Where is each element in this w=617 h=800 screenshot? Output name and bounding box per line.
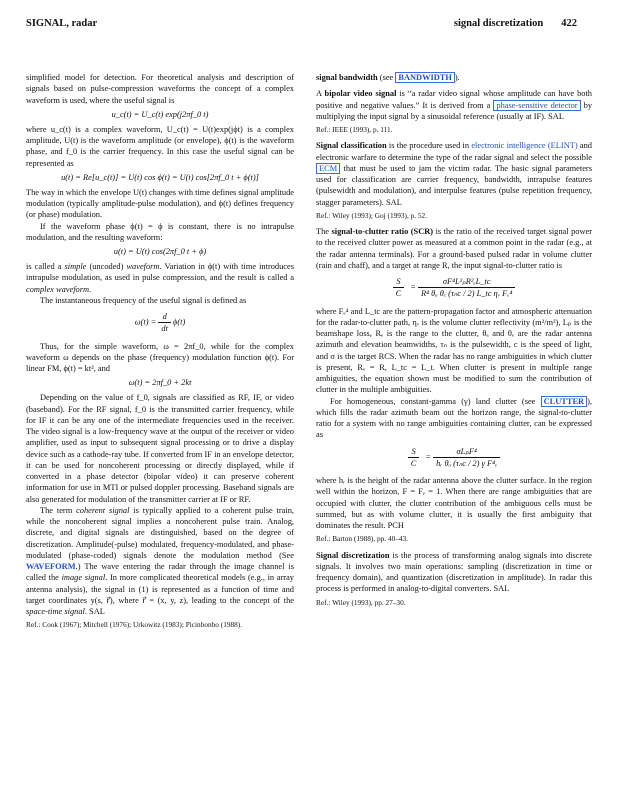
entry-signal-to-clutter-ratio [316,226,592,271]
eq-lhs: ω(t) = [134,317,157,327]
text-run: is the ratio of the received target signal power to the received clutter power as measured at a common point in the radar (e.g., at the radar antenna terminals). For a ground-based pulsed radar in volume clutter (rain and chaff), and a target at range R, the input signal-to-clutter ratio is [316,227,592,270]
reference: Ref.: Barton (1988), pp. 40–43. [316,534,409,544]
text-run: . In more complicated theoretical models (e.g., in array antenna analysis), the signal in (1) is represented as a function of time and target coordinates y(s, r⃗), where r⃗ = (x, y, z), leading to the concept of the [26,573,294,605]
text-run: by multiplying the input signal by a sinusoidal reference (usually at IF). SAL [316,100,593,121]
text-run: and electronic warfare to determine the type of the radar signal and select the possible [316,141,592,162]
frac-den: hᵣ θₐ (τₙc / 2) γ F⁴ₑ [436,458,498,468]
text-run: . [89,284,92,294]
paragraph: The instantaneous frequency of the useful signal is defined as [40,295,247,305]
link-clutter[interactable]: CLUTTER [541,396,588,407]
frac-den: C [395,289,402,299]
paragraph [26,505,294,618]
text-run: is “a radar video signal whose amplitude can have both positive and negative values.” It is derived from a [316,89,592,110]
term-simple: simple [64,262,87,271]
paragraph [26,261,294,295]
frac-den: dt [161,324,168,334]
equation-useful-signal: u(t) = Re[u_c(t)] = U(t) cos ϕ(t) = U(t) cos[2πf_0 t + ϕ(t)] [61,172,259,182]
frac-den: R⁴ θₐ θₑ (τₙc / 2) L_tc ηᵥ Fₑ⁴ [420,289,513,299]
reference: Ref.: Wiley (1993), pp. 27–30. [316,597,406,607]
equation-scr-volume-clutter: $\frac{S}{C}$ = $\frac{\text{σF⁴L²ₚR²ₑL\_tc}}{\text{R⁴ θₐ θₑ (τₙc / 2) L\_tc ηᵥ Fₑ⁴}}$ [316,276,592,300]
link-phase-sensitive-detector[interactable]: phase-sensitive detector [493,100,580,111]
link-elint[interactable]: electronic intelligence (ELINT) [471,141,578,151]
frac-num: S [408,446,420,458]
entry-signal-discretization [316,550,592,595]
paragraph [316,396,592,441]
frac-num: d [158,311,171,323]
equation-scr-land-clutter: $\frac{S}{C}$ = $\frac{\text{σLₚF⁴}}{\text{hᵣ θₐ (τₙc / 2) γ F⁴ₑ}}$ [316,446,592,470]
scr-lhs [393,276,405,300]
left-column [26,72,294,634]
text-run: is the procedure used in [386,141,472,151]
paragraph: where u_c(t) is a complex waveform, U_c(t) = U(t)exp(jϕt) is a complex amplitude, U(t) is the waveform amplitude (or envelope), ϕ(t) is the waveform phase, and f_0 is the carrier frequency. In this case the useful signal can be represented as [26,124,294,168]
entry-term: Signal discretization [316,550,390,560]
paragraph: simplified model for detection. For theoretical analysis and description of signals based on pulse-compression waveforms the concept of a complex waveform is used, where the useful signal is [26,73,294,105]
text-run: (see [377,73,396,82]
page-number: 422 [561,18,577,29]
reference: Ref.: Wiley (1993); Goj (1993), p. 52. [316,210,428,220]
entry-term: signal bandwidth [316,73,378,82]
running-head-title: SIGNAL, radar [26,18,98,29]
entry-term: signal-to-clutter ratio (SCR) [331,227,434,236]
text-run: The [316,227,332,236]
text-run: ). [454,73,460,82]
frac-den: C [410,458,417,468]
entry-term: bipolar video signal [324,89,397,99]
text-run: The term [40,505,77,515]
paragraph: Depending on the value of f_0, signals are classified as RF, IF, or video (baseband). For the RF signal, f_0 is the transmitted carrier frequency, while for IF it can be any one of the intermediate frequencies used in the receiver. The video signal is a low-frequency wave at the output of the receiver or video amplifier, used as input to subsequent signal processing or to drive a display device such as a cathode-ray tube. If converted from IF in an envelope detector, it can be used for noncoherent processing or directly displayed, while if converted in a phase detector (bipolar video) it can preserve coherent information for use in MTI or pulsed doppler processing. Baseband signals are also generated for modulation of the transmitter carrier at IF or RF. [26,393,294,504]
text-run: For homogeneous, constant-gamma (γ) land clutter (see [330,396,541,406]
equation-instantaneous-frequency [26,311,294,335]
link-bandwidth[interactable]: BANDWIDTH [395,72,455,83]
equation-linear-fm: ω(t) = 2πf_0 + 2kt [128,378,192,388]
text-run: is called a [26,262,65,271]
text-run: (uncoded) [86,262,127,271]
right-column [316,72,592,611]
derivative-fraction [158,311,171,335]
equation-simple-waveform: u(t) = U(t) cos(2πf_0 t + ϕ) [113,247,207,256]
text-run: .) The wave entering the radar through the image channel is called the [26,562,294,583]
entry-signal-bandwidth [316,72,592,83]
paragraph: The way in which the envelope U(t) changes with time defines signal amplitude modulation (typically amplitude-pulse modulation), and ϕ(t) defines frequency (or phase) modulation. [26,187,294,220]
equation-complex-waveform: u_c(t) = U_c(t) exp(j2πf_0 t) [111,109,209,119]
entry-bipolar-video-signal [316,88,592,122]
term-waveform: waveform [126,262,160,271]
running-head-section: signal discretization [453,18,544,29]
text-run: that must be used to jam the victim radar. The basic signal parameters used for classification are carrier frequency, bandwidth, intrapulse features (pulsewidth and modulation), and interpulse features (pulse repetition frequency, stagger parameters). SAL [316,163,592,207]
term-space-time-signal: space-time signal [26,607,85,616]
term-image-signal: image signal [61,573,106,583]
text-run: is typically applied to a coherent pulse train, while the noncoherent signal implies a noncoherent pulse train. Analog, discrete, and digital signals are distinguished, based on the degree of discretization. Amplitude(-pulse) modulated, frequency-modulated, and phase-modulated (phase-coded) signals denote the modulation method (See [26,505,294,560]
paragraph: If the waveform phase ϕ(t) = ϕ is constant, there is no intrapulse modulation, and the resulting waveform: [26,221,294,242]
frac-num: S [393,276,405,288]
paragraph: where Fₑ⁴ and L_tc are the pattern-propagation factor and atmospheric attenuation for the radar-to-clutter path, ηᵥ is the volume clutter reflectivity (m²/m³), Lₚ is the beamshape loss, Rₑ is the range to the clutter, θₐ and θₑ are the radar antenna azimuth and elevation beamwidths, τₙ is the pulsewidth, c is the speed of light, and σ is the target RCS. When the radar has no range ambiguities in which clutter is present, Rₑ = R, L_tc = L_t. When clutter is present in multiple range ambiguities, the equation shown must be modified to sum the contribution of clutter in the multiple ambiguities. [316,306,592,395]
scr-rhs [418,276,515,300]
text-run: ), which fills the radar azimuth beam out the horizon range, the signal-to-clutter ratio for a system with no range ambiguities containing clutter, can be expressed as [316,396,592,440]
text-run: . SAL [84,607,105,616]
text-run: is the process of transforming analog signals into discrete signals. It involves two main operations: sampling (discretization in time or frequency domain), and quantization (discretization in amplitude). In radar this process is performed in analog-to-digital converters. SAL [316,550,592,594]
reference: Ref.: IEEE (1993), p. 111. [316,125,393,134]
link-ecm[interactable]: ECM [316,163,340,174]
text-run: A [316,89,325,99]
term-coherent-signal: coherent signal [76,505,130,515]
link-waveform[interactable]: WAVEFORM [26,562,76,571]
frac-num: σLₚF⁴ [433,446,500,458]
eq-rhs: ϕ(t) [173,317,186,327]
frac-num: σF⁴L²ₚR²ₑL_tc [418,276,515,288]
paragraph: where hᵣ is the height of the radar antenna above the clutter surface. In the region well within the horizon, F = Fₑ = 1. When there are range ambiguities that are occupied with clutter, the clutter contribution of the ambiguous cells must be summed, but as with volume clutter, it is usually the first ambiguity that dominates the result. PCH [316,476,592,530]
text-run: . Variation in ϕ(t) with time introduces intrapulse modulation, as used in pulse compression, and the result is called a [26,262,294,283]
running-head-right [454,18,577,29]
paragraph: Thus, for the simple waveform, ω = 2πf_0, while for the complex waveform ω depends on the phase (frequency) modulation function ϕ(t). For linear FM, ϕ(t) = kt², and [26,341,294,373]
entry-signal-classification [316,140,592,208]
entry-term: Signal classification [316,141,387,151]
term-complex-waveform: complex waveform [26,284,90,294]
reference: Ref.: Cook (1967); Mitchell (1976); Urkowitz (1983); Picinbonbo (1988). [26,620,243,630]
scr-lhs [408,446,420,470]
scr-rhs [433,446,500,470]
